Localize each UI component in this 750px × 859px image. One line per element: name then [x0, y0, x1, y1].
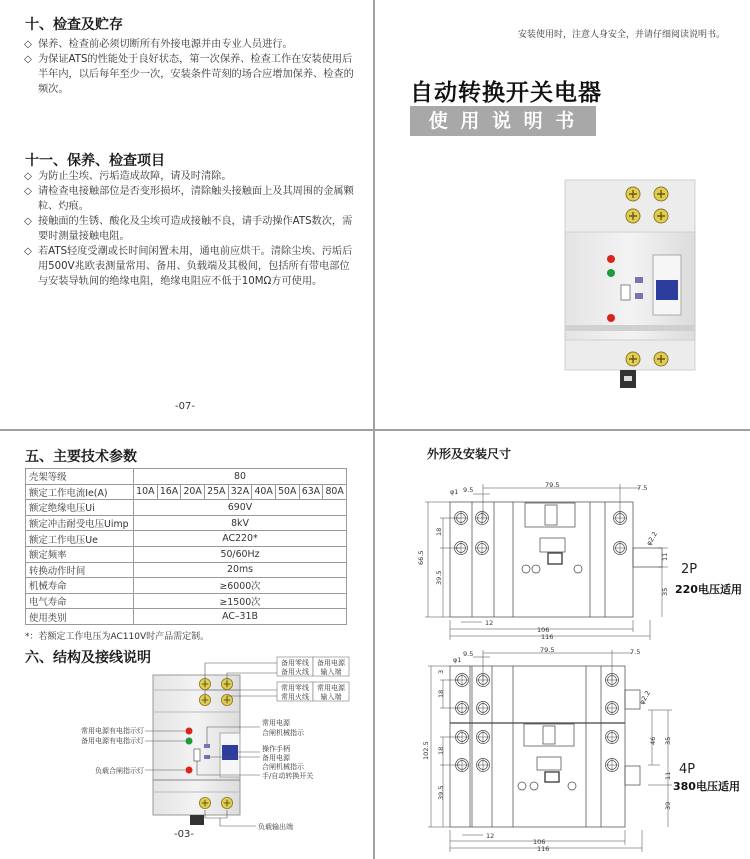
dim-label: φ2.2 [637, 689, 653, 706]
row-value: 20ms [134, 562, 347, 578]
label-backup-input: 备用电源 [317, 659, 345, 667]
dim-label: 106 [533, 838, 546, 846]
row-value: AC220* [134, 531, 347, 547]
dim-label: 66.5 [417, 550, 425, 565]
green-light-icon [607, 269, 615, 277]
drawing-2p [417, 481, 669, 641]
row-value: 80 [134, 469, 347, 485]
label-load-output: 负载输出端 [258, 823, 293, 831]
current-cell: 80A [323, 484, 347, 500]
label-common-live: 常用火线 [281, 693, 309, 701]
row-value: 50/60Hz [134, 546, 347, 562]
label-common-input: 输入端 [320, 693, 342, 701]
cover-title: 自动转换开关电器 [410, 80, 602, 106]
handle-icon [222, 745, 238, 760]
dim-label: 11 [664, 771, 672, 780]
current-cell: 25A [204, 484, 228, 500]
label-handle: 操作手柄 [262, 745, 290, 753]
pole-2p-label: 2P [681, 562, 698, 577]
dim-label: φ1 [450, 488, 459, 496]
list-item: ◇ 请检查电接触部位是否变形损坏，清除触头接触面上及其周围的金属颗粒、灼痕。 [24, 186, 354, 212]
dim-label: 18 [435, 527, 443, 536]
label-backup-input: 输入端 [320, 668, 342, 676]
current-cell: 32A [228, 484, 252, 500]
green-light-icon [186, 738, 193, 745]
terminal-screw [626, 187, 640, 201]
row-label: 额定工作电压Ue [26, 531, 134, 547]
page-number: -03- [174, 829, 194, 840]
safety-notice: 安装使用时，注意人身安全，并请仔细阅读说明书。 [518, 30, 726, 40]
terminal-screw [654, 187, 668, 201]
footnote: *：若额定工作电压为AC110V时产品需定制。 [25, 632, 210, 642]
dim-label: 46 [649, 736, 657, 745]
label-backup-power-light: 备用电源有电指示灯 [81, 737, 144, 745]
dim-label: 18 [437, 746, 445, 755]
dim-label: φ1 [453, 656, 462, 664]
row-label: 额定冲击耐受电压Uimp [26, 515, 134, 531]
dim-label: 11 [661, 552, 669, 561]
dim-label: 35 [664, 736, 672, 745]
dim-label: 12 [486, 832, 495, 840]
dim-label: 9.5 [463, 486, 474, 494]
row-value: AC–31B [134, 609, 347, 625]
red-light-icon [186, 767, 193, 774]
section10-title: 十、检查及贮存 [25, 17, 123, 33]
label-common-neutral: 常用零线 [281, 684, 309, 692]
label-common-close: 合闸机械指示 [262, 729, 304, 737]
current-cell: 20A [181, 484, 205, 500]
cover-subtitle: 使 用 说 明 书 [428, 110, 578, 132]
label-backup-live: 备用火线 [281, 668, 309, 676]
label-backup-close: 合闸机械指示 [262, 763, 304, 771]
terminal-screw [654, 209, 668, 223]
red-light-icon [607, 314, 615, 322]
current-cell: 40A [252, 484, 276, 500]
dim-label: 102.5 [422, 741, 430, 760]
red-light-icon [607, 255, 615, 263]
page-number: -07- [175, 401, 195, 412]
dimensions-title: 外形及安装尺寸 [427, 447, 512, 461]
terminal-screw [626, 352, 640, 366]
dim-label: 106 [537, 626, 550, 634]
label-auto-manual-switch: 手/自动转换开关 [262, 772, 314, 780]
voltage-4p-label: 380电压适用 [673, 780, 740, 793]
current-cell: 16A [157, 484, 181, 500]
row-label: 额定工作电流Ie(A) [26, 484, 134, 500]
red-light-icon [186, 728, 193, 735]
dim-label: 39.5 [435, 570, 443, 585]
dim-label: 18 [437, 689, 445, 698]
row-label: 壳架等级 [26, 469, 134, 485]
dim-label: 39.5 [437, 785, 445, 800]
list-item: ◇ 为防止尘埃、污垢造成故障，请及时清除。 [24, 171, 232, 182]
dim-label: 7.5 [637, 484, 648, 492]
label-backup-neutral: 备用零线 [281, 659, 309, 667]
current-cell: 10A [134, 484, 158, 500]
label-backup-close: 备用电源 [262, 754, 290, 762]
row-label: 电气寿命 [26, 593, 134, 609]
drawing-4p [422, 646, 672, 853]
label-common-power-light: 常用电源有电指示灯 [81, 727, 144, 735]
row-value: ≥1500次 [134, 593, 347, 609]
current-cell: 50A [275, 484, 299, 500]
label-load-close-light: 负载合闸指示灯 [95, 767, 144, 775]
section6-title: 六、结构及接线说明 [25, 650, 151, 666]
list-item: ◇ 保养、检查前必须切断所有外接电源并由专业人员进行。 [24, 39, 293, 50]
terminal-screw [654, 352, 668, 366]
row-label: 额定绝缘电压Ui [26, 500, 134, 516]
dim-label: φ2.2 [644, 530, 660, 547]
dim-label: 3 [437, 669, 445, 674]
device-photo [565, 180, 695, 388]
section11-title: 十一、保养、检查项目 [25, 153, 165, 169]
terminal-screw [626, 209, 640, 223]
row-label: 使用类别 [26, 609, 134, 625]
dim-label: 116 [541, 633, 554, 641]
dim-label: 7.5 [630, 648, 641, 656]
handle-icon [656, 280, 678, 300]
list-item: ◇ 接触面的生锈、酸化及尘埃可造成接触不良，请手动操作ATS数次，需要时测量接触电阻。 [24, 216, 353, 242]
dim-label: 9.5 [463, 650, 474, 658]
label-common-close: 常用电源 [262, 719, 290, 727]
dim-label: 79.5 [540, 646, 555, 654]
structure-diagram [81, 657, 349, 831]
dim-label: 12 [485, 619, 494, 627]
row-label: 转换动作时间 [26, 562, 134, 578]
voltage-2p-label: 220电压适用 [675, 583, 742, 596]
row-label: 机械寿命 [26, 578, 134, 594]
dim-label: 35 [661, 587, 669, 596]
row-value: 8kV [134, 515, 347, 531]
label-common-input: 常用电源 [317, 684, 345, 692]
list-item: ◇ 为保证ATS的性能处于良好状态，第一次保养、检查工作在安装使用后半年内，以后每年至少一次，安装条件苛刻的场合应增加保养、检查的频次。 [24, 54, 354, 95]
dim-label: 39 [664, 801, 672, 810]
row-label: 额定频率 [26, 546, 134, 562]
pole-4p-label: 4P [679, 762, 696, 777]
section5-title: 五、主要技术参数 [25, 449, 137, 465]
row-value: ≥6000次 [134, 578, 347, 594]
list-item: ◇ 若ATS轻度受潮或长时间闲置未用，通电前应烘干。清除尘埃、污垢后用500V兆欧表测量常用、备用、负载端及其极间，包括所有带电部位与安装导轨间的绝缘电阻，绝缘电阻应不低于10MΩ方可使用。 [24, 246, 353, 287]
dim-label: 116 [537, 845, 550, 853]
dim-label: 79.5 [545, 481, 560, 489]
row-value: 690V [134, 500, 347, 516]
current-cell: 63A [299, 484, 323, 500]
